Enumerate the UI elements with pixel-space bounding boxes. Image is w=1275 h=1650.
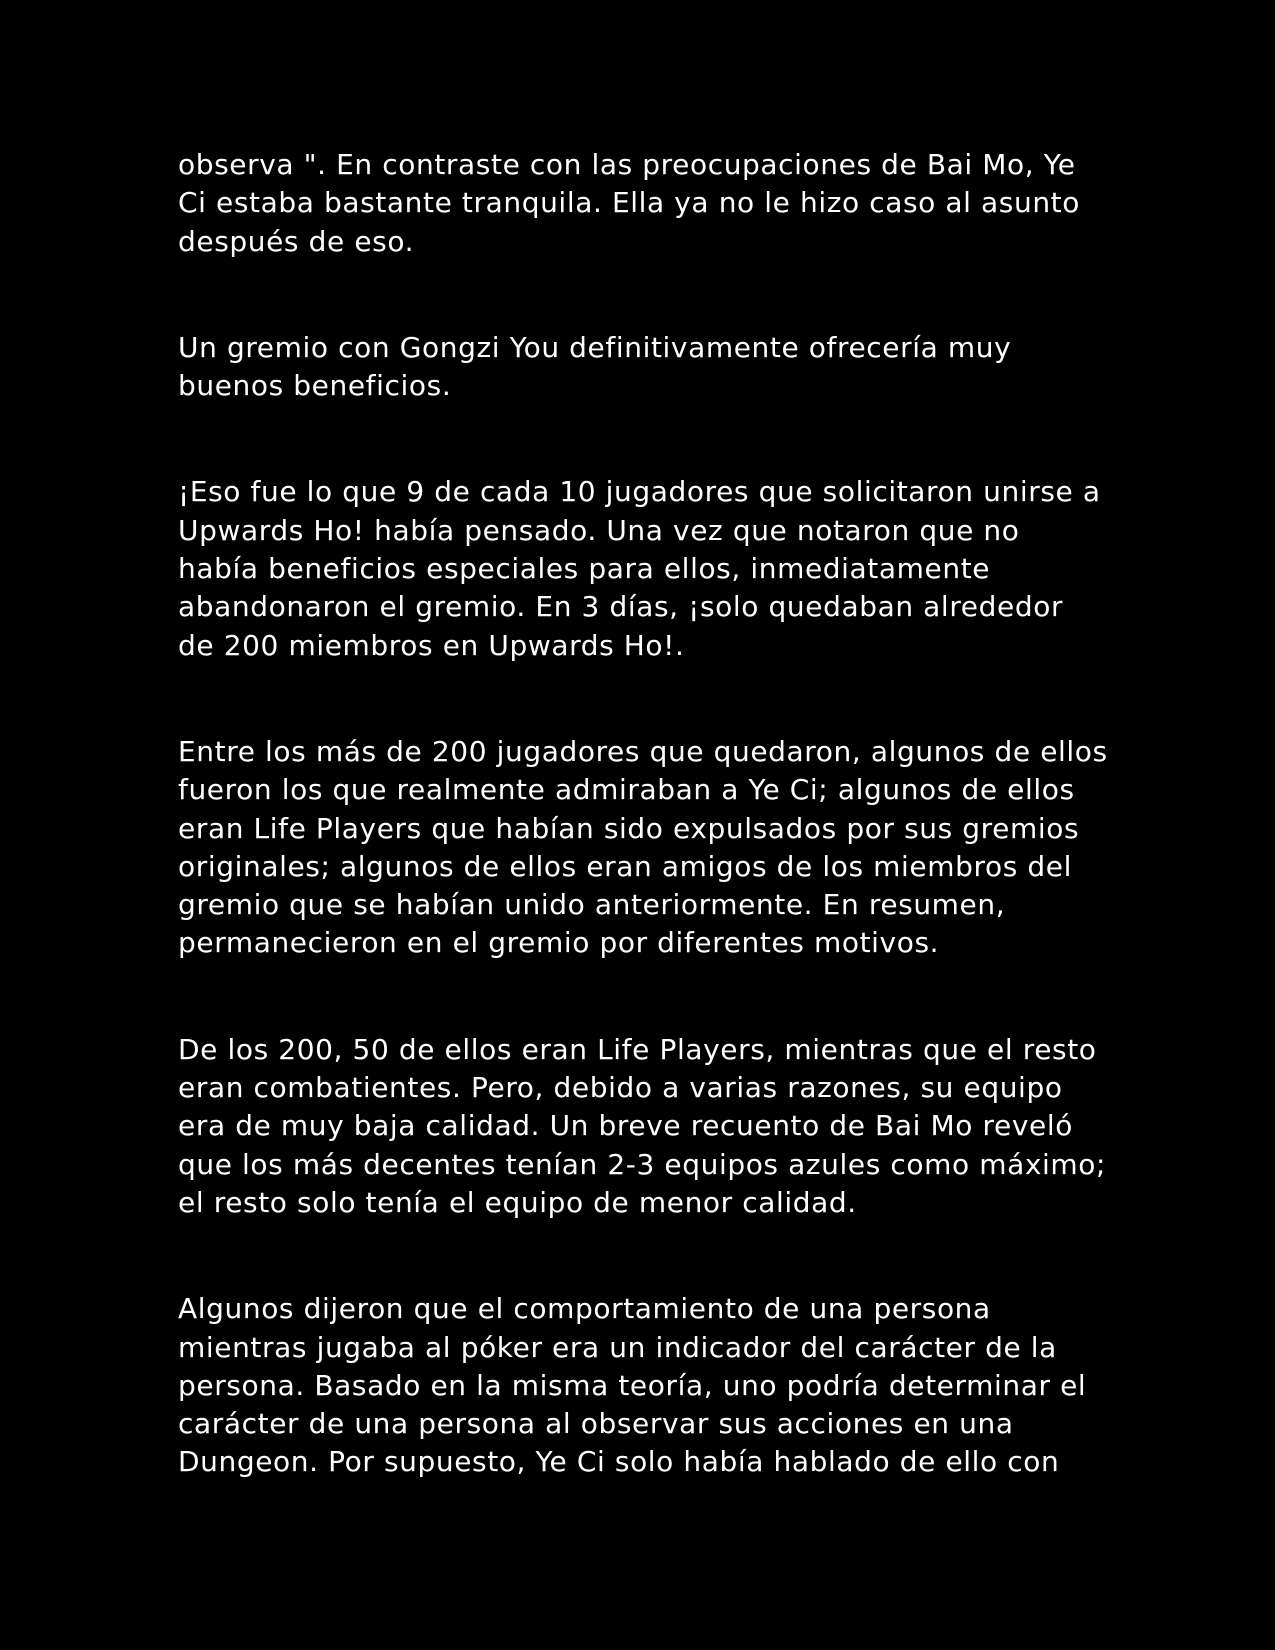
paragraph-6: Algunos dijeron que el comportamiento de una persona mientras jugaba al póker era un indicador del carácter de la persona. Basado en la misma teoría, uno podría determinar el carácter de una persona al observar sus acciones en una Dungeon. Por supuesto, Ye Ci solo había hablado de ello con xyxy=(178,1292,1087,1479)
paragraph-2: Un gremio con Gongzi You definitivamente ofrecería muy buenos beneficios. xyxy=(178,330,1012,403)
text-column xyxy=(178,146,1108,1482)
paragraph-5: De los 200, 50 de ellos eran Life Players, mientras que el resto eran combatientes. Pero, debido a varias razones, su equipo era de muy baja calidad. Un breve recuento de Bai Mo reveló que los más decentes tenían 2-3 equipos azules como máximo; el resto solo tenía el equipo de menor calidad. xyxy=(178,1032,1107,1219)
paragraph-3: ¡Eso fue lo que 9 de cada 10 jugadores que solicitaron unirse a Upwards Ho! había pensado. Una vez que notaron que no había beneficios especiales para ellos, inmediatamente abandonaron el gremio. En 3 días, ¡solo quedaban alrededor de 200 miembros en Upwards Ho!. xyxy=(178,475,1101,662)
paragraph-1: observa ". En contraste con las preocupaciones de Bai Mo, Ye Ci estaba bastante tranquila. Ella ya no le hizo caso al asunto después de eso. xyxy=(178,148,1080,258)
paragraph-4: Entre los más de 200 jugadores que quedaron, algunos de ellos fueron los que realmente admiraban a Ye Ci; algunos de ellos eran Life Players que habían sido expulsados por sus gremios originales; algunos de ellos eran amigos de los miembros del gremio que se habían unido anteriormente. En resumen, permanecieron en el gremio por diferentes motivos. xyxy=(178,734,1108,960)
